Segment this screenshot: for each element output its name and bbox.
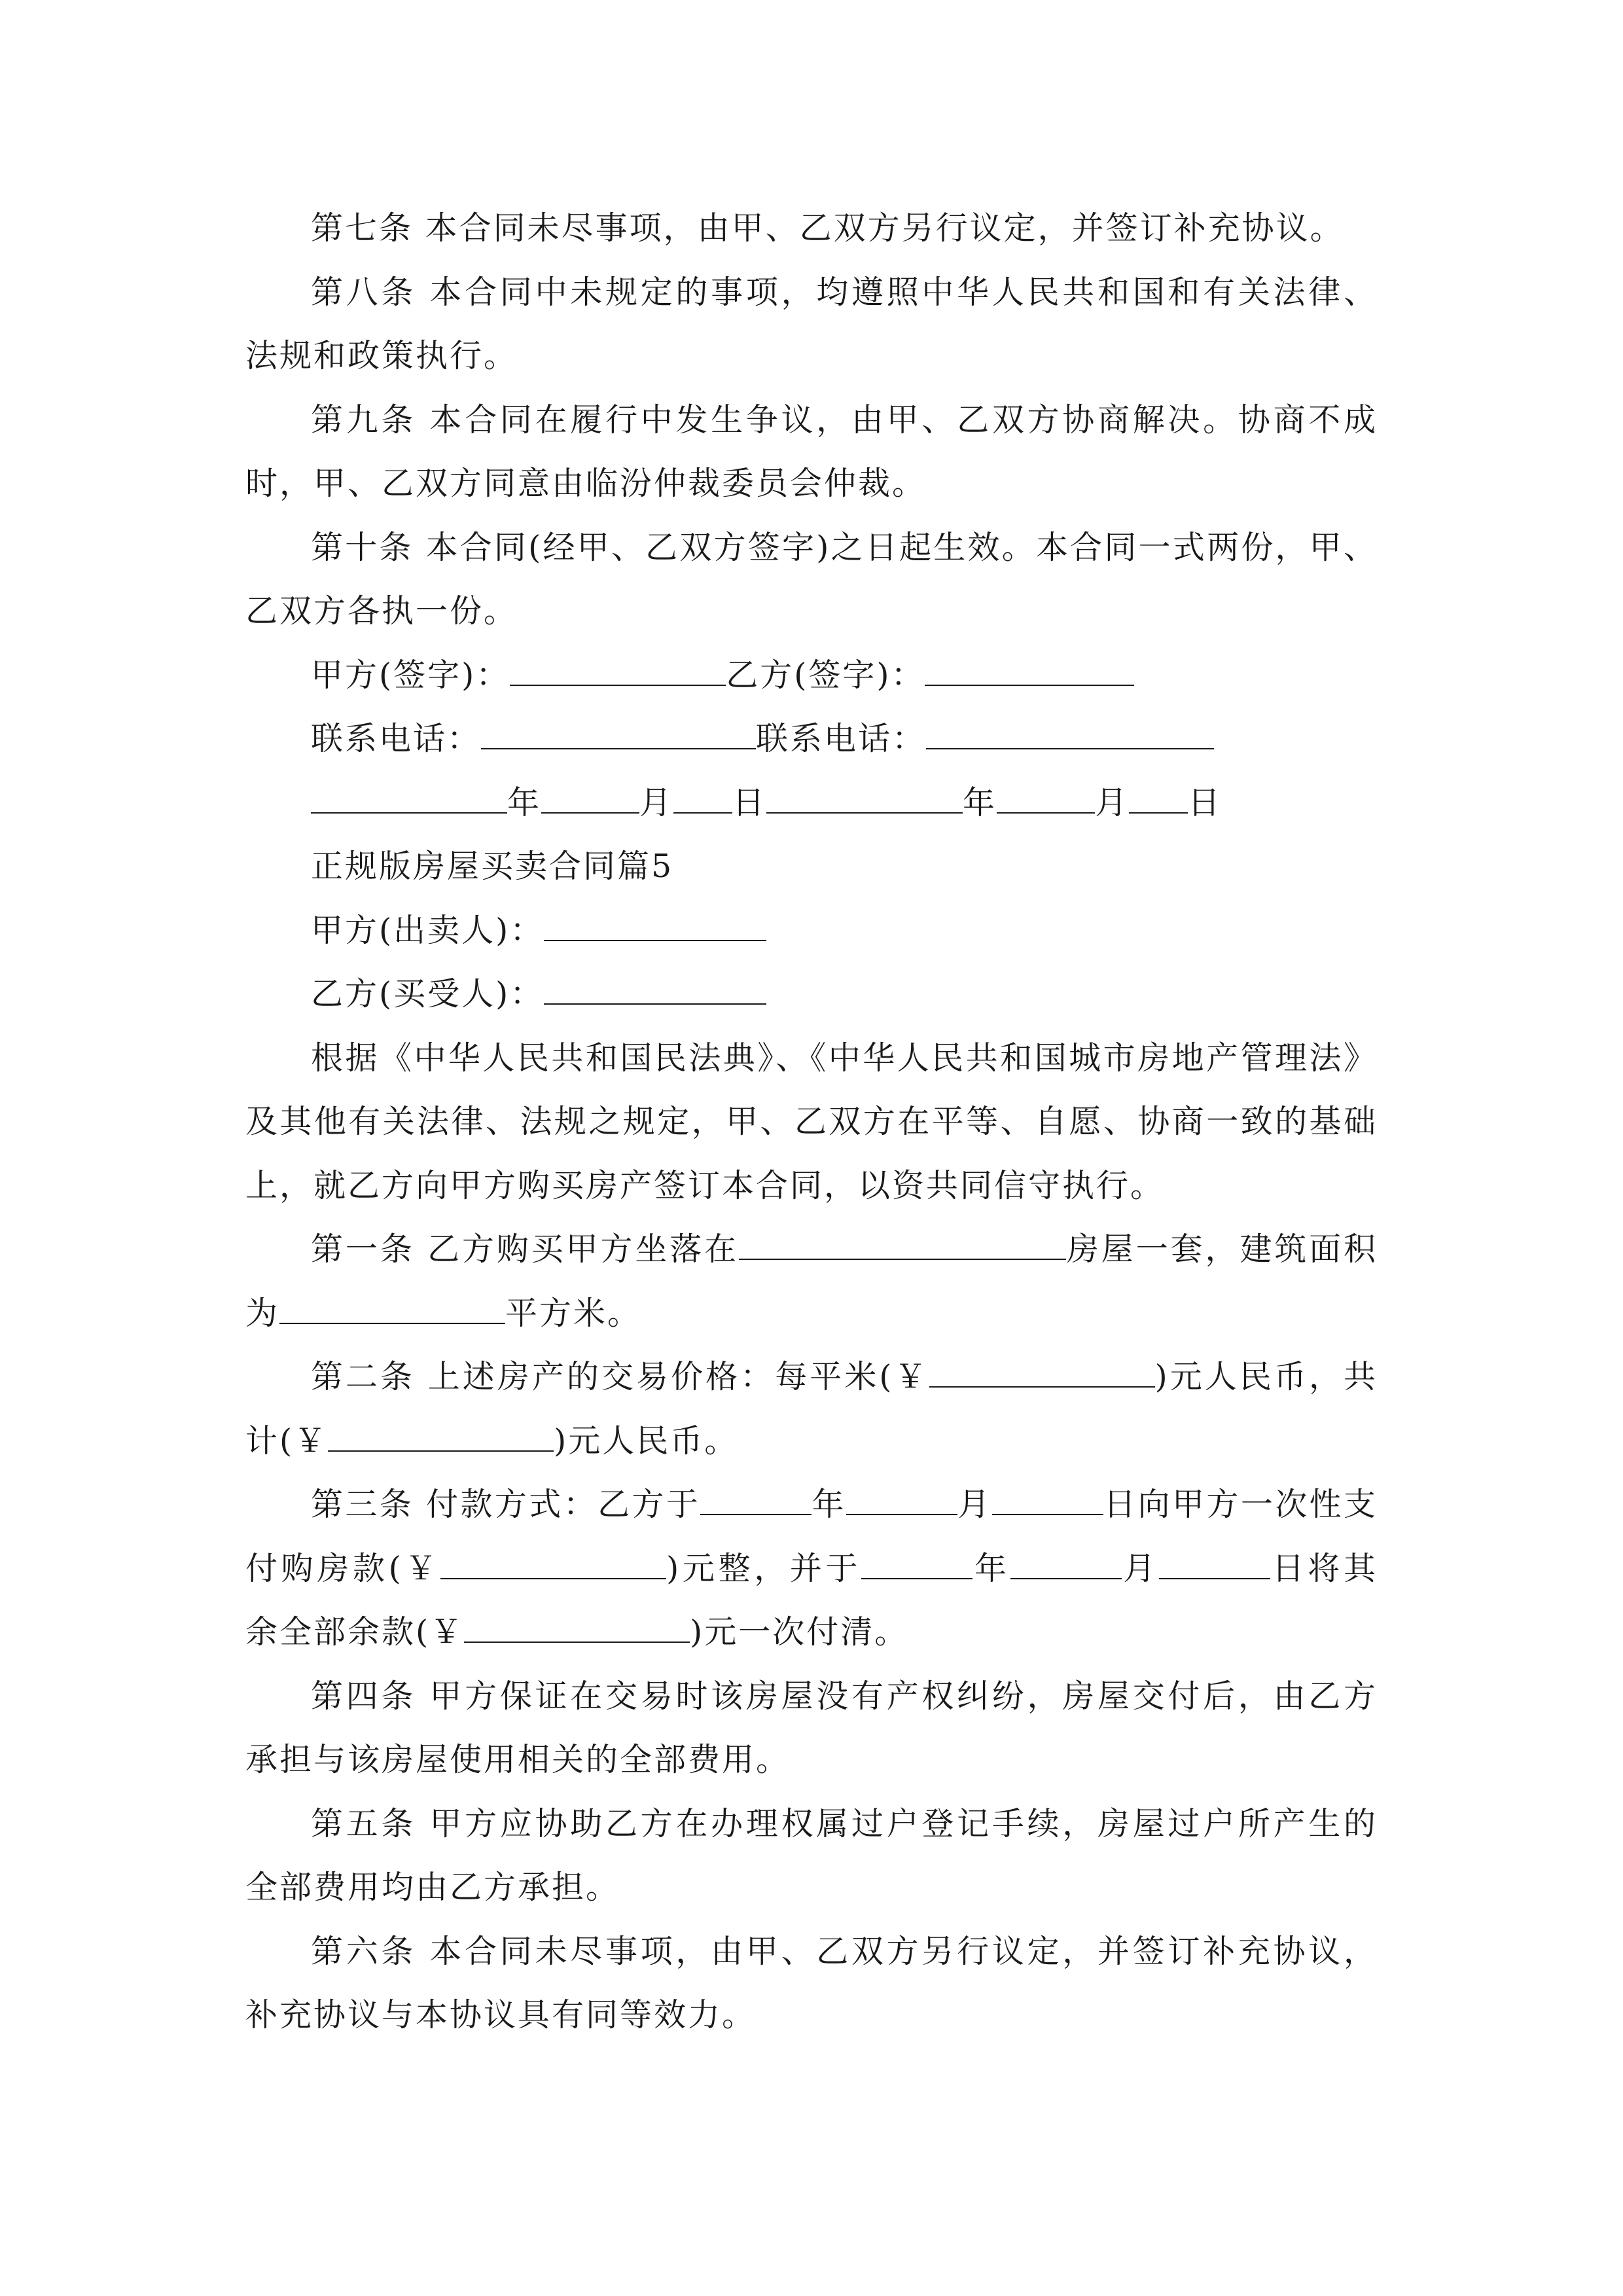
date-b-day-blank	[1129, 781, 1188, 814]
buyer-label: 乙方(买受人)：	[311, 975, 544, 1013]
pay2-month-blank	[1010, 1547, 1122, 1579]
location-blank	[739, 1228, 1066, 1260]
section-title: 正规版房屋买卖合同篇5	[311, 848, 674, 885]
article-1-text-a: 第一条 乙方购买甲方坐落在	[311, 1230, 740, 1268]
phone-b-label: 联系电话：	[756, 720, 927, 757]
phone-line	[245, 707, 1378, 771]
phone-a-label: 联系电话：	[311, 720, 482, 757]
date-b-year-blank	[766, 781, 963, 814]
pay1-month: 月	[957, 1486, 992, 1523]
article-4: 第四条 甲方保证在交易时该房屋没有产权纠纷，房屋交付后，由乙方承担与该房屋使用相关的全部费用。	[245, 1677, 1378, 1778]
date-line	[245, 771, 1378, 835]
article-1-text-c: 平方米。	[505, 1294, 642, 1332]
date-b-month-blank	[997, 781, 1095, 814]
party-a-sign-label: 甲方(签字)：	[311, 656, 510, 694]
article-10: 第十条 本合同(经甲、乙双方签字)之日起生效。本合同一式两份，甲、乙双方各执一份。	[245, 528, 1378, 630]
pay2-year: 年	[972, 1549, 1010, 1587]
article-2-text-c: )元人民币。	[554, 1422, 739, 1460]
unit-price-blank	[929, 1355, 1155, 1388]
date-b-month: 月	[1095, 783, 1130, 821]
pay1-month-blank	[846, 1483, 957, 1515]
party-b-sign-blank	[925, 654, 1134, 686]
article-3-text-e: )元一次付清。	[690, 1613, 909, 1651]
party-a-sign-blank	[510, 654, 726, 686]
date-a-year-blank	[311, 781, 507, 814]
date-a-day-blank	[673, 781, 732, 814]
balance-blank	[464, 1611, 690, 1643]
article-2-text-b: )元人民币，共计(￥	[245, 1358, 1378, 1460]
phone-b-blank	[926, 717, 1214, 749]
article-3-text-a: 第三条 付款方式：乙方于	[311, 1486, 701, 1523]
preamble: 根据《中华人民共和国民法典》、《中华人民共和国城市房地产管理法》及其他有关法律、法规之规定，甲、乙双方在平等、自愿、协商一致的基础上，就乙方向甲方购买房产签订本合同，以资共同信守执行。	[245, 1039, 1378, 1204]
pay2-day-blank	[1159, 1547, 1270, 1579]
article-3	[245, 1473, 1378, 1664]
article-8: 第八条 本合同中未规定的事项，均遵照中华人民共和国和有关法律、法规和政策执行。	[245, 273, 1378, 374]
article-3-text-b: 日向甲方一次性支付购房款(￥	[245, 1486, 1378, 1587]
pay2-month: 月	[1121, 1549, 1159, 1587]
date-a-year: 年	[507, 783, 542, 821]
area-blank	[279, 1292, 505, 1324]
buyer-line	[245, 962, 1378, 1026]
date-a-month-blank	[541, 781, 639, 814]
article-3-text-d: 日将其余全部余款(￥	[245, 1549, 1378, 1651]
pay1-year: 年	[812, 1486, 847, 1523]
seller-blank	[544, 909, 766, 941]
article-1	[245, 1217, 1378, 1345]
article-7: 第七条 本合同未尽事项，由甲、乙双方另行议定，并签订补充协议。	[311, 209, 1344, 247]
article-1-text-b: 房屋一套，建筑面积为	[245, 1230, 1378, 1332]
seller-label: 甲方(出卖人)：	[311, 911, 544, 949]
pay1-day-blank	[992, 1483, 1103, 1515]
buyer-blank	[544, 973, 766, 1005]
date-a-month: 月	[639, 783, 674, 821]
date-b-day: 日	[1188, 783, 1222, 821]
article-6: 第六条 本合同未尽事项，由甲、乙双方另行议定，并签订补充协议，补充协议与本协议具有同等效力。	[245, 1932, 1378, 2034]
article-2-text-a: 第二条 上述房产的交易价格：每平米(￥	[311, 1358, 929, 1395]
date-a-day: 日	[732, 783, 767, 821]
article-3-text-c: )元整，并于	[666, 1549, 862, 1587]
article-9: 第九条 本合同在履行中发生争议，由甲、乙双方协商解决。协商不成时，甲、乙双方同意由临汾仲裁委员会仲裁。	[245, 401, 1378, 502]
party-b-sign-label: 乙方(签字)：	[726, 656, 925, 694]
signature-line	[245, 643, 1378, 708]
phone-a-blank	[481, 717, 756, 749]
signature-block	[245, 643, 1378, 835]
article-5: 第五条 甲方应协助乙方在办理权属过户登记手续，房屋过户所产生的全部费用均由乙方承担。	[245, 1804, 1378, 1906]
seller-line	[245, 899, 1378, 963]
down-payment-blank	[440, 1547, 666, 1579]
date-b-year: 年	[963, 783, 997, 821]
pay1-year-blank	[700, 1483, 812, 1515]
article-2	[245, 1345, 1378, 1473]
contract-body	[245, 196, 1378, 2047]
pay2-year-blank	[861, 1547, 972, 1579]
total-price-blank	[328, 1420, 554, 1452]
